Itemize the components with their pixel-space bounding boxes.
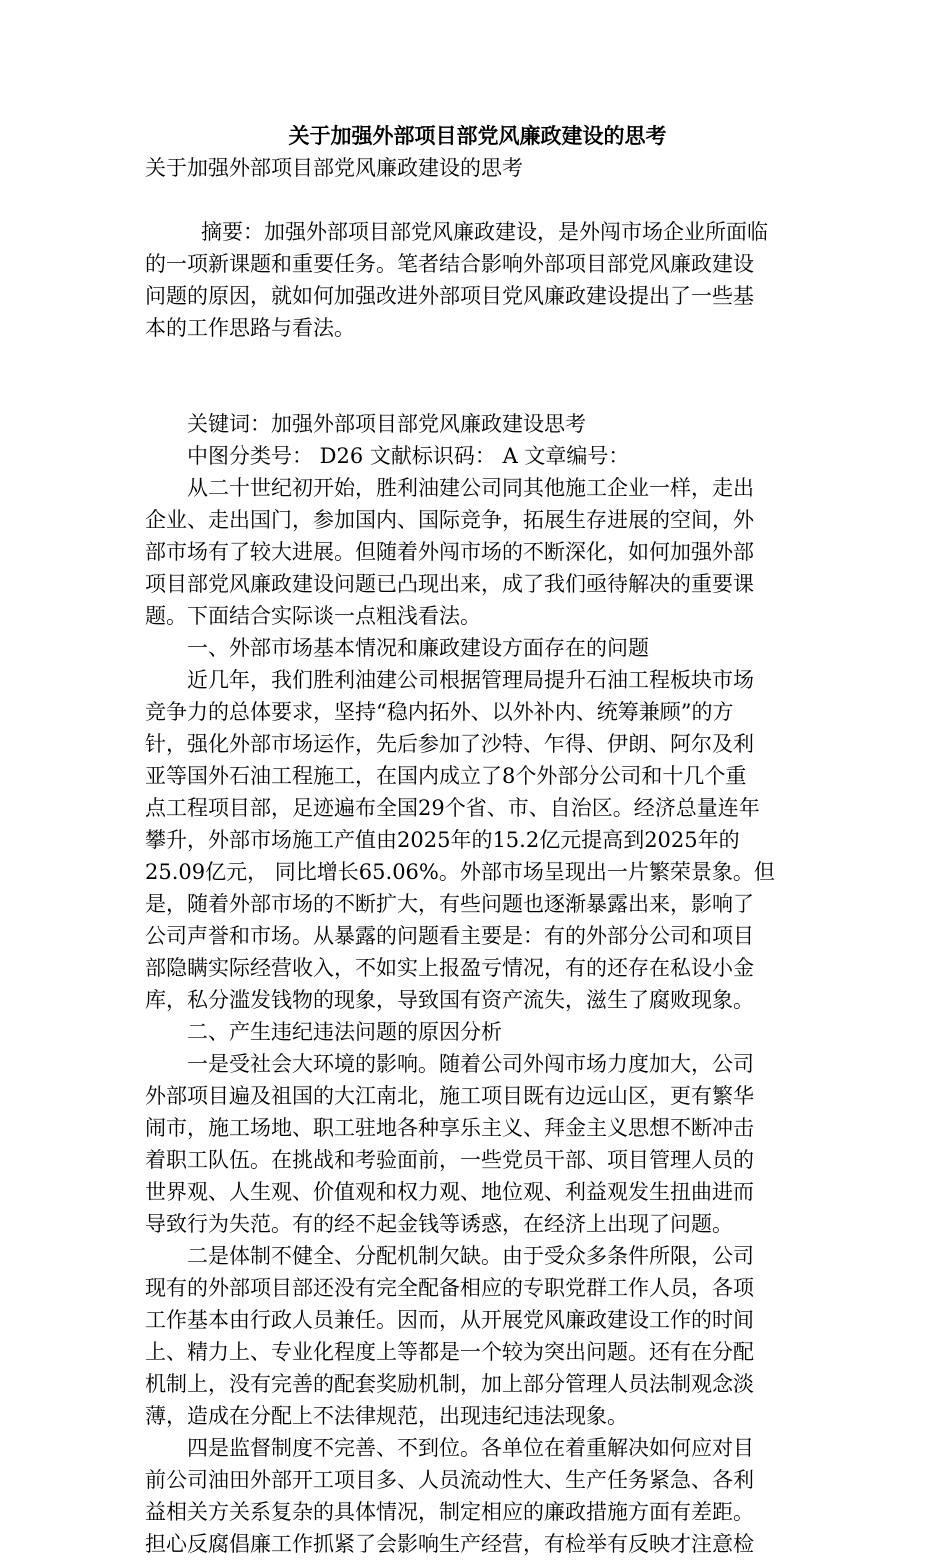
paragraph-line: 库，私分滥发钱物的现象，导致国有资产流失，滋生了腐败现象。 [145,988,754,1012]
paragraph-line: 从二十世纪初开始，胜利油建公司同其他施工企业一样，走出 [187,476,754,500]
abstract-line: 摘要：加强外部项目部党风廉政建设，是外闯市场企业所面临 [201,220,768,244]
paragraph-line: 亚等国外石油工程施工，在国内成立了8个外部分公司和十几个重 [145,764,747,788]
blank-line [145,376,810,408]
paragraph-line: 前公司油田外部开工项目多、人员流动性大、生产任务紧急、各利 [145,1468,754,1492]
section-heading: 一、外部市场基本情况和廉政建设方面存在的问题 [187,636,649,660]
paragraph-line: 闹市，施工场地、职工驻地各种享乐主义、拜金主义思想不断冲击 [145,1116,754,1140]
paragraph-line: 益相关方关系复杂的具体情况，制定相应的廉政措施方面有差距。 [145,1500,754,1524]
paragraph-line: 项目部党风廉政建设问题已凸现出来，成了我们亟待解决的重要课 [145,572,754,596]
paragraph-line: 二是体制不健全、分配机制欠缺。由于受众多条件所限，公司 [187,1244,754,1268]
paragraph-line: 部隐瞒实际经营收入，不如实上报盈亏情况，有的还存在私设小金 [145,956,754,980]
abstract-line: 的一项新课题和重要任务。笔者结合影响外部项目部党风廉政建设 [145,252,754,276]
paragraph-line: 企业、走出国门，参加国内、国际竞争，拓展生存进展的空间，外 [145,508,754,532]
document-subtitle: 关于加强外部项目部党风廉政建设的思考 [145,156,523,180]
document-page [145,120,810,1560]
abstract-line: 问题的原因，就如何加强改进外部项目党风廉政建设提出了一些基 [145,284,754,308]
paragraph-line: 担心反腐倡廉工作抓紧了会影响生产经营，有检举有反映才注意检 [145,1532,754,1556]
abstract-line: 本的工作思路与看法。 [145,316,355,340]
paragraph-line: 近几年，我们胜利油建公司根据管理局提升石油工程板块市场 [187,668,754,692]
paragraph-line: 部市场有了较大进展。但随着外闯市场的不断深化，如何加强外部 [145,540,754,564]
paragraph-line: 工作基本由行政人员兼任。因而，从开展党风廉政建设工作的时间 [145,1308,754,1332]
paragraph-line: 一是受社会大环境的影响。随着公司外闯市场力度加大，公司 [187,1052,754,1076]
keywords-line: 关键词：加强外部项目部党风廉政建设思考 [187,412,586,436]
section-heading: 二、产生违纪违法问题的原因分析 [187,1020,502,1044]
classification-line: 中图分类号： D26 文献标识码： A 文章编号： [187,444,630,468]
paragraph-line: 世界观、人生观、价值观和权力观、地位观、利益观发生扭曲进而 [145,1180,754,1204]
paragraph-line: 四是监督制度不完善、不到位。各单位在着重解决如何应对目 [187,1436,754,1460]
paragraph-line: 题。下面结合实际谈一点粗浅看法。 [145,604,481,628]
paragraph-line: 针，强化外部市场运作，先后参加了沙特、乍得、伊朗、阿尔及利 [145,732,754,756]
paragraph-line: 导致行为失范。有的经不起金钱等诱惑，在经济上出现了问题。 [145,1212,733,1236]
paragraph-line: 点工程项目部，足迹遍布全国29个省、市、自治区。经济总量连年 [145,796,760,820]
blank-line [145,344,810,376]
paragraph-line: 外部项目遍及祖国的大江南北，施工项目既有边远山区，更有繁华 [145,1084,754,1108]
document-title: 关于加强外部项目部党风廉政建设的思考 [288,123,667,148]
paragraph-line: 是，随着外部市场的不断扩大，有些问题也逐渐暴露出来，影响了 [145,892,754,916]
paragraph-line: 竞争力的总体要求，坚持“稳内拓外、以外补内、统筹兼顾”的方 [145,700,734,724]
paragraph-line: 25.09亿元， 同比增长65.06%。外部市场呈现出一片繁荣景象。但 [145,860,775,884]
paragraph-line: 薄，造成在分配上不法律规范，出现违纪违法现象。 [145,1404,628,1428]
blank-line [145,184,810,216]
paragraph-line: 公司声誉和市场。从暴露的问题看主要是：有的外部分公司和项目 [145,924,754,948]
paragraph-line: 着职工队伍。在挑战和考验面前，一些党员干部、项目管理人员的 [145,1148,754,1172]
paragraph-line: 攀升，外部市场施工产值由2025年的15.2亿元提高到2025年的 [145,828,740,852]
paragraph-line: 现有的外部项目部还没有完全配备相应的专职党群工作人员，各项 [145,1276,754,1300]
paragraph-line: 上、精力上、专业化程度上等都是一个较为突出问题。还有在分配 [145,1340,754,1364]
paragraph-line: 机制上，没有完善的配套奖励机制，加上部分管理人员法制观念淡 [145,1372,754,1396]
